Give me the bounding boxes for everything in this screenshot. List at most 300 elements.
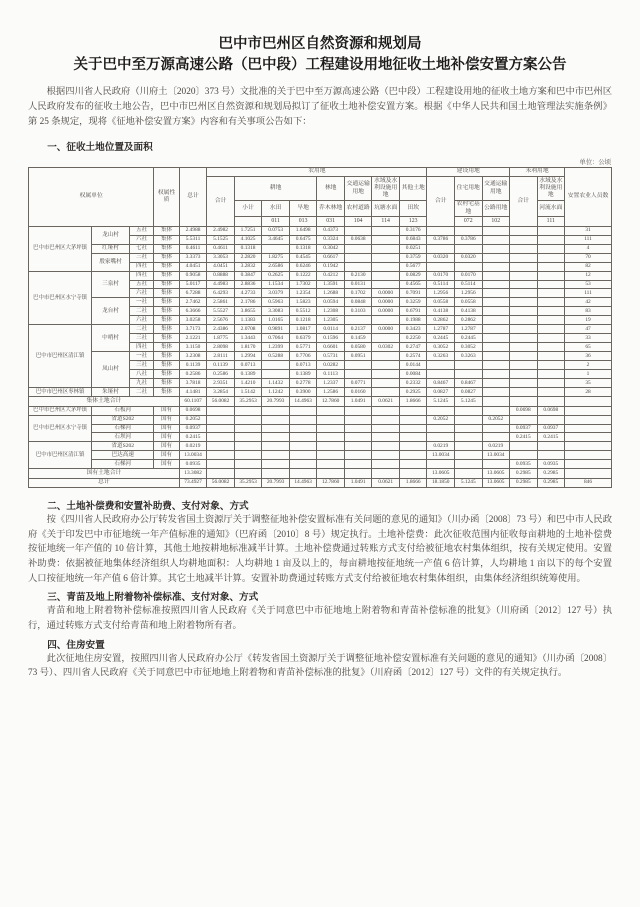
value-cell: 4.2733	[234, 289, 262, 298]
value-cell	[427, 460, 455, 469]
value-cell: 0.2625	[262, 271, 290, 280]
group-cell: 九社	[129, 379, 153, 388]
value-cell: 6.4293	[207, 289, 235, 298]
value-cell	[427, 262, 455, 271]
value-cell	[399, 424, 427, 433]
value-cell	[372, 235, 400, 244]
group-cell: 三社	[129, 334, 153, 343]
table-row	[29, 442, 612, 451]
value-cell: 0.3176	[399, 226, 427, 235]
value-cell	[372, 370, 400, 379]
group-cell: 三社	[129, 361, 153, 370]
value-cell: 0.4138	[427, 307, 455, 316]
value-cell: 20.7993	[262, 397, 290, 406]
header-transport-2: 交通运输用地	[482, 177, 510, 201]
value-cell: 20.7993	[262, 478, 290, 487]
village-cell: 红垭村	[92, 244, 130, 253]
value-cell	[510, 226, 538, 235]
value-cell: 0.0621	[372, 478, 400, 487]
value-cell: 65	[565, 343, 612, 352]
table-row	[29, 415, 612, 424]
value-cell: 0.2137	[344, 325, 372, 334]
value-cell	[234, 469, 262, 478]
value-cell	[510, 388, 538, 397]
value-cell	[537, 352, 565, 361]
value-cell	[234, 451, 262, 460]
value-cell: 0.4373	[317, 226, 345, 235]
code-rural-road: 104	[344, 217, 372, 226]
header-unused-land: 未利用地	[510, 167, 565, 176]
value-cell: 0.3042	[317, 244, 345, 253]
value-cell: 1.2956	[427, 289, 455, 298]
value-cell	[565, 406, 612, 415]
value-cell: 1.2305	[317, 316, 345, 325]
town-cell: 巴中市巴州区清江镇	[29, 325, 92, 388]
value-cell	[317, 460, 345, 469]
ownership-cell: 集体	[154, 289, 179, 298]
value-cell	[207, 469, 235, 478]
value-cell: 0.7064	[262, 334, 290, 343]
value-cell: 0.5114	[427, 280, 455, 289]
value-cell: 0.0698	[179, 406, 207, 415]
value-cell: 0.1222	[289, 271, 317, 280]
value-cell	[399, 451, 427, 460]
value-cell: 56.0082	[207, 478, 235, 487]
value-cell: 0.3052	[427, 343, 455, 352]
value-cell	[454, 451, 482, 460]
value-cell	[454, 361, 482, 370]
value-cell	[344, 316, 372, 325]
value-cell: 0.3786	[427, 235, 455, 244]
value-cell: 2.4982	[207, 226, 235, 235]
value-cell: 0.2985	[510, 478, 538, 487]
value-cell	[454, 262, 482, 271]
value-cell: 83	[565, 307, 612, 316]
value-cell	[537, 451, 565, 460]
value-cell: 3.3053	[207, 253, 235, 262]
header-water-facility-2: 水域及水利设施用地	[537, 177, 565, 201]
value-cell	[427, 370, 455, 379]
value-cell	[510, 370, 538, 379]
value-cell	[399, 406, 427, 415]
value-cell: 5.1245	[427, 397, 455, 406]
value-cell: 1.2787	[454, 325, 482, 334]
ownership-cell: 集体	[154, 379, 179, 388]
ownership-cell: 集体	[154, 226, 179, 235]
group-cell: 六社	[129, 316, 153, 325]
value-cell	[482, 379, 510, 388]
value-cell: 0.0160	[344, 388, 372, 397]
value-cell: 1.2688	[317, 289, 345, 298]
value-cell: 0.0698	[537, 406, 565, 415]
village-cell: 龙山村	[92, 226, 130, 244]
value-cell	[372, 361, 400, 370]
value-cell: 0.0302	[372, 343, 400, 352]
value-cell	[537, 397, 565, 406]
value-cell	[262, 469, 290, 478]
value-cell: 0.2586	[207, 370, 235, 379]
value-cell: 0.2052	[482, 415, 510, 424]
value-cell	[565, 469, 612, 478]
value-cell	[234, 442, 262, 451]
table-row	[29, 226, 612, 235]
value-cell: 14.4963	[289, 397, 317, 406]
value-cell: 60.1107	[179, 397, 207, 406]
value-cell: 1.1534	[262, 280, 290, 289]
value-cell	[537, 370, 565, 379]
value-cell: 1.8666	[399, 478, 427, 487]
header-construction-subtotal: 合计	[427, 177, 455, 226]
value-cell: 1.8275	[262, 253, 290, 262]
value-cell: 0.0219	[427, 442, 455, 451]
value-cell: 5.1245	[454, 397, 482, 406]
header-dry-land: 旱地	[289, 200, 317, 216]
section-4-heading: 四、住房安置	[47, 639, 105, 651]
village-cell: 石梯河	[92, 460, 154, 469]
value-cell: 0.0000	[372, 307, 400, 316]
value-cell: 0.5963	[262, 298, 290, 307]
value-cell: 3.4645	[262, 235, 290, 244]
code-homestead: 072	[454, 217, 482, 226]
value-cell: 1.2399	[262, 343, 290, 352]
value-cell: 0.3259	[399, 298, 427, 307]
value-cell	[262, 370, 290, 379]
value-cell	[537, 262, 565, 271]
value-cell: 3.0258	[179, 316, 207, 325]
village-cell: 石板河	[92, 406, 154, 415]
value-cell: 0.5114	[454, 280, 482, 289]
value-cell	[454, 406, 482, 415]
ownership-cell: 国有	[154, 442, 179, 451]
value-cell	[482, 433, 510, 442]
value-cell: 5.5311	[179, 235, 207, 244]
section-4-body: 此次征地住房安置，按照四川省人民政府办公厅《转发省国土资源厅关于调整征地补偿安置标准有关问题的意见的通知》（川办函〔2008〕73 号）、四川省人民政府《关于同意巴中市征地地上附着物和青苗补偿标准的批复》（川府函〔2012〕127 号）文件的有关规定执行。	[28, 653, 612, 679]
value-cell	[510, 379, 538, 388]
ownership-cell: 集体	[154, 244, 179, 253]
value-cell: 1	[565, 370, 612, 379]
value-cell	[344, 361, 372, 370]
value-cell	[344, 433, 372, 442]
value-cell: 13.0034	[482, 451, 510, 460]
value-cell	[372, 415, 400, 424]
value-cell: 1.1383	[234, 316, 262, 325]
ownership-cell: 集体	[154, 298, 179, 307]
code-highway: 102	[482, 217, 510, 226]
value-cell	[510, 352, 538, 361]
value-cell	[289, 469, 317, 478]
ownership-cell: 集体	[154, 361, 179, 370]
value-cell: 6.3666	[179, 307, 207, 316]
value-cell: 1.4210	[234, 379, 262, 388]
value-cell	[207, 415, 235, 424]
value-cell: 0.0000	[372, 289, 400, 298]
value-cell: 1.8170	[234, 343, 262, 352]
value-cell: 0.6246	[289, 262, 317, 271]
value-cell	[372, 469, 400, 478]
value-cell: 3.7818	[179, 379, 207, 388]
value-cell: 1.5823	[289, 298, 317, 307]
value-cell	[372, 433, 400, 442]
header-highway: 公路用地	[482, 200, 510, 216]
header-total: 总计	[179, 167, 207, 226]
value-cell	[399, 469, 427, 478]
value-cell: 1.3443	[234, 334, 262, 343]
value-cell	[262, 433, 290, 442]
value-cell: 0.0753	[262, 226, 290, 235]
value-cell: 2.8098	[207, 343, 235, 352]
value-cell: 0.0937	[179, 424, 207, 433]
header-ridge: 田坎	[399, 200, 427, 216]
value-cell	[482, 235, 510, 244]
code-dry: 013	[289, 217, 317, 226]
value-cell: 0.3759	[399, 253, 427, 262]
value-cell: 0.7706	[289, 352, 317, 361]
value-cell	[537, 442, 565, 451]
value-cell	[234, 433, 262, 442]
value-cell: 0.1218	[289, 316, 317, 325]
group-cell: 四社	[129, 271, 153, 280]
table-row	[29, 352, 612, 361]
value-cell: 3.3083	[262, 307, 290, 316]
section-3-heading: 三、青苗及地上附着物补偿标准、支付对象、方式	[47, 592, 259, 604]
header-agri-subtotal: 合计	[207, 177, 235, 226]
value-cell	[537, 235, 565, 244]
ownership-cell: 集体	[154, 325, 179, 334]
village-cell: 石梯河	[92, 424, 154, 433]
value-cell	[262, 406, 290, 415]
header-owner-unit: 权属单位	[29, 167, 154, 226]
land-acquisition-table	[28, 167, 612, 488]
value-cell: 0.5512	[289, 307, 317, 316]
ownership-cell: 集体	[154, 343, 179, 352]
value-cell: 1.7251	[234, 226, 262, 235]
value-cell	[454, 469, 482, 478]
value-cell: 111	[565, 235, 612, 244]
value-cell: 3.0379	[262, 289, 290, 298]
value-cell	[482, 280, 510, 289]
header-river: 河流水面	[537, 200, 565, 216]
value-cell: 4	[565, 244, 612, 253]
value-cell: 0.0937	[510, 424, 538, 433]
value-cell	[372, 316, 400, 325]
value-cell	[207, 406, 235, 415]
section-2-body: 按《四川省人民政府办公厅转发省国土资源厅关于调整征地补偿安置标准有关问题的意见的通知》（川办函〔2008〕73 号）和巴中市人民政府《关于印发巴中市征地统一年产值标准的通知》（巴府函〔2010〕8 号）规定执行。土地补偿费：此次征收范围内征收每亩耕地的土地补偿费按征地统一年产值的 10 倍计算，其他土地按耕地标准减半计算。土地补偿费通过转账方式支付给被征地农村集体组织，按有关规定使用。安置补助费：依据被征地集体经济组织人均耕地面积：人均耕地 1 亩及以上的，每亩耕地按征地统一产值 6 倍计算，人均耕地 1 亩以下的每个安置人口按征地统一年产值 6 倍计算。其它土地减半计算。安置补助费通过转账方式支付给被征地农村集体组织，由集体经济组织统筹使用。	[28, 514, 612, 584]
value-cell	[289, 433, 317, 442]
value-cell	[427, 433, 455, 442]
village-cell: 石坝河	[92, 433, 154, 442]
town-cell: 巴中市巴州区大茅坪镇	[29, 226, 92, 271]
value-cell	[537, 316, 565, 325]
value-cell: 0.2985	[537, 478, 565, 487]
value-cell: 0.0320	[454, 253, 482, 262]
value-cell: 0.7091	[399, 289, 427, 298]
value-cell	[344, 370, 372, 379]
value-cell: 0.0558	[427, 298, 455, 307]
group-cell: 六社	[129, 289, 153, 298]
value-cell: 1.5142	[234, 388, 262, 397]
value-cell: 1.2337	[317, 379, 345, 388]
value-cell: 0.0219	[179, 442, 207, 451]
value-cell: 0.8888	[207, 271, 235, 280]
header-agri-land: 农用地	[207, 167, 427, 176]
village-cell: 龙台村	[92, 298, 130, 325]
header-ownership: 权属性质	[154, 167, 179, 226]
value-cell: 0.4545	[289, 253, 317, 262]
value-cell: 18.1850	[427, 478, 455, 487]
value-cell: 70	[565, 253, 612, 262]
value-cell	[207, 424, 235, 433]
value-cell: 1.2354	[289, 289, 317, 298]
value-cell: 2	[565, 361, 612, 370]
value-cell	[482, 307, 510, 316]
header-other-land: 其他土地	[399, 177, 427, 201]
value-cell	[344, 451, 372, 460]
group-cell: 三社	[129, 253, 153, 262]
value-cell: 0.2574	[399, 352, 427, 361]
table-row	[29, 271, 612, 280]
subtotal-label: 总计	[29, 478, 180, 487]
value-cell: 0.0282	[317, 361, 345, 370]
value-cell	[454, 244, 482, 253]
value-cell: 1.2308	[317, 307, 345, 316]
value-cell: 0.3423	[399, 325, 427, 334]
value-cell: 0.0951	[344, 352, 372, 361]
value-cell	[207, 460, 235, 469]
value-cell: 3.3373	[179, 253, 207, 262]
value-cell: 0.3263	[427, 352, 455, 361]
value-cell: 0.2415	[510, 433, 538, 442]
ownership-cell: 集体	[154, 280, 179, 289]
value-cell	[482, 361, 510, 370]
value-cell: 2.6586	[262, 262, 290, 271]
group-cell: 四社	[129, 262, 153, 271]
header-unused-subtotal: 合计	[510, 177, 538, 226]
value-cell: 0.4212	[317, 271, 345, 280]
value-cell	[344, 262, 372, 271]
value-cell: 0.2332	[399, 379, 427, 388]
ownership-cell: 集体	[154, 235, 179, 244]
value-cell	[482, 352, 510, 361]
value-cell: 0.0558	[454, 298, 482, 307]
village-cell: 朱垭村	[92, 388, 130, 397]
value-cell	[565, 451, 612, 460]
value-cell	[262, 361, 290, 370]
value-cell: 0.0251	[399, 244, 427, 253]
value-cell: 0.3052	[454, 343, 482, 352]
value-cell	[427, 361, 455, 370]
code-pond: 114	[372, 217, 400, 226]
value-cell	[482, 334, 510, 343]
value-cell	[510, 253, 538, 262]
value-cell	[289, 424, 317, 433]
value-cell: 0.1942	[317, 262, 345, 271]
ownership-cell: 集体	[154, 262, 179, 271]
value-cell	[565, 460, 612, 469]
value-cell: 0.0580	[344, 343, 372, 352]
value-cell: 0.2445	[454, 334, 482, 343]
value-cell: 0.6601	[317, 343, 345, 352]
value-cell	[234, 406, 262, 415]
value-cell	[344, 424, 372, 433]
value-cell	[289, 415, 317, 424]
value-cell: 0.0937	[537, 424, 565, 433]
value-cell	[372, 451, 400, 460]
value-cell: 0.0219	[482, 442, 510, 451]
value-cell: 1.0817	[289, 325, 317, 334]
village-cell: 省道S202	[92, 415, 154, 424]
table-row	[29, 325, 612, 334]
value-cell: 0.2415	[537, 433, 565, 442]
town-cell: 巴中市巴州区水宁寺镇	[29, 415, 92, 442]
header-cultivated: 耕地	[234, 177, 317, 201]
value-cell: 2.4988	[179, 226, 207, 235]
value-cell: 28	[565, 388, 612, 397]
value-cell	[372, 271, 400, 280]
value-cell	[262, 451, 290, 460]
value-cell	[344, 442, 372, 451]
value-cell: 3.2832	[234, 262, 262, 271]
value-cell: 53	[565, 280, 612, 289]
land-table-body	[29, 226, 612, 487]
value-cell	[482, 271, 510, 280]
value-cell	[317, 406, 345, 415]
value-cell	[344, 406, 372, 415]
value-cell: 3.8655	[234, 307, 262, 316]
value-cell: 1.2787	[427, 325, 455, 334]
value-cell	[482, 325, 510, 334]
value-cell: 0.5288	[262, 352, 290, 361]
value-cell	[234, 460, 262, 469]
value-cell	[399, 460, 427, 469]
value-cell: 111	[565, 289, 612, 298]
value-cell: 1.2956	[454, 289, 482, 298]
value-cell: 5.5527	[207, 307, 235, 316]
value-cell: 0.5771	[289, 343, 317, 352]
value-cell	[372, 442, 400, 451]
code-river: 111	[537, 217, 565, 226]
value-cell: 0.2052	[427, 415, 455, 424]
village-cell: 省道S202	[92, 442, 154, 451]
value-cell	[537, 325, 565, 334]
village-cell: 凤山村	[92, 352, 130, 388]
header-transport: 交通运输用地	[344, 177, 372, 201]
value-cell: 0.0698	[510, 406, 538, 415]
value-cell	[427, 406, 455, 415]
town-cell: 巴中市巴州区清江镇	[29, 442, 92, 469]
ownership-cell: 集体	[154, 334, 179, 343]
value-cell	[537, 361, 565, 370]
value-cell: 12	[565, 271, 612, 280]
value-cell	[372, 334, 400, 343]
code-arbor: 031	[317, 217, 345, 226]
value-cell	[372, 226, 400, 235]
group-cell: 四社	[129, 343, 153, 352]
value-cell: 1.2994	[234, 352, 262, 361]
table-row	[29, 478, 612, 487]
ownership-cell: 集体	[154, 253, 179, 262]
value-cell	[510, 325, 538, 334]
value-cell: 1.8666	[399, 397, 427, 406]
value-cell	[482, 262, 510, 271]
value-cell	[262, 460, 290, 469]
table-row	[29, 451, 612, 460]
table-row	[29, 298, 612, 307]
value-cell	[372, 379, 400, 388]
table-row	[29, 253, 612, 262]
value-cell: 82	[565, 262, 612, 271]
value-cell	[234, 424, 262, 433]
value-cell	[399, 415, 427, 424]
